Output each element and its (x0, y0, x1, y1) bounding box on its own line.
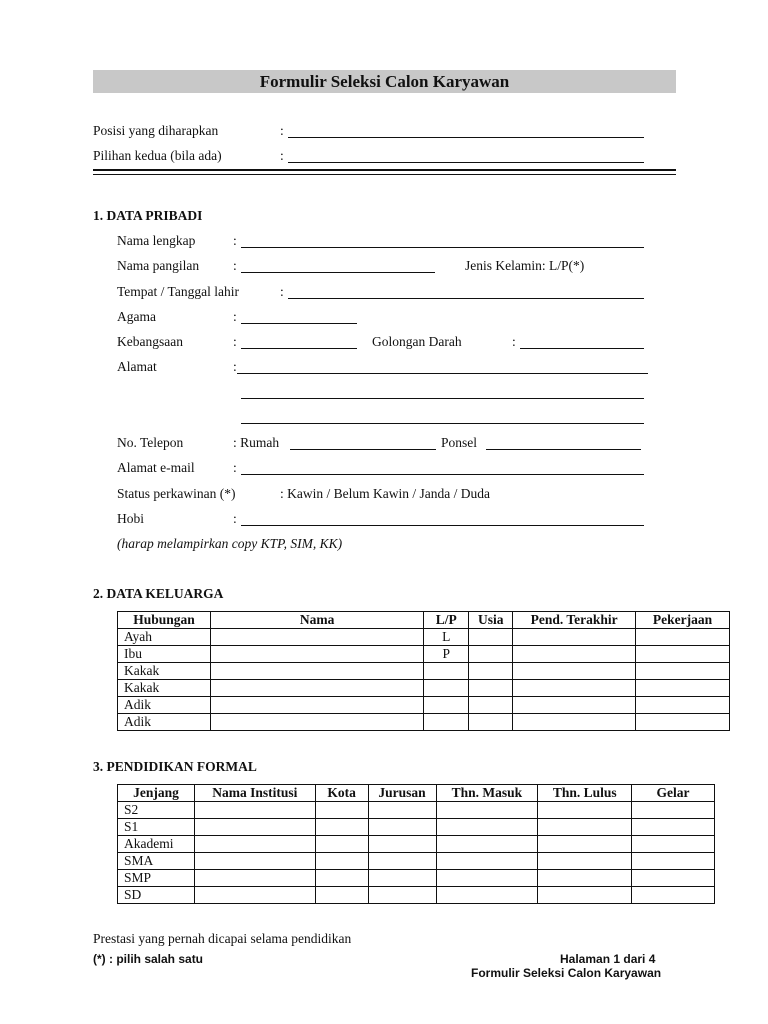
family-input-cell[interactable] (513, 663, 636, 680)
section-education-heading: 3. PENDIDIKAN FORMAL (93, 759, 257, 774)
address-label: Alamat (117, 359, 157, 374)
colon: : (233, 233, 237, 248)
birth-label: Tempat / Tanggal lahir (117, 284, 239, 299)
education-input-cell[interactable] (315, 802, 368, 819)
education-input-cell[interactable] (194, 819, 315, 836)
education-input-cell[interactable] (538, 853, 632, 870)
blood-type-label: Golongan Darah (372, 334, 462, 349)
position-field[interactable] (288, 137, 644, 138)
education-input-cell[interactable] (632, 802, 715, 819)
address-field-1[interactable] (237, 373, 648, 374)
table-row (118, 680, 730, 697)
family-input-cell[interactable] (424, 714, 469, 731)
table-row (118, 836, 715, 853)
family-header-cell: Usia (469, 612, 513, 629)
nationality-label: Kebangsaan (117, 334, 183, 349)
family-input-cell[interactable] (210, 680, 423, 697)
education-input-cell[interactable] (436, 853, 538, 870)
education-table (117, 784, 715, 904)
family-input-cell[interactable] (210, 663, 423, 680)
education-input-cell[interactable] (368, 870, 436, 887)
religion-label: Agama (117, 309, 156, 324)
education-input-cell[interactable] (368, 836, 436, 853)
colon: : (280, 148, 284, 163)
page-title: Formulir Seleksi Calon Karyawan (259, 72, 510, 91)
family-input-cell[interactable]: L (424, 629, 469, 646)
family-input-cell[interactable] (636, 697, 730, 714)
phone-home-field[interactable] (290, 449, 436, 450)
colon: : (233, 309, 237, 324)
marital-options[interactable]: : Kawin / Belum Kawin / Janda / Duda (280, 486, 490, 501)
table-row (118, 663, 730, 680)
second-choice-label: Pilihan kedua (bila ada) (93, 148, 222, 163)
email-field[interactable] (241, 474, 644, 475)
family-header-cell: L/P (424, 612, 469, 629)
family-input-cell[interactable] (636, 646, 730, 663)
family-input-cell[interactable] (636, 663, 730, 680)
section-family-heading: 2. DATA KELUARGA (93, 586, 224, 601)
table-row (118, 697, 730, 714)
family-header-cell: Nama (210, 612, 423, 629)
table-row (118, 646, 730, 663)
family-input-cell[interactable] (513, 629, 636, 646)
address-field-2[interactable] (241, 398, 644, 399)
family-row-label: Ibu (118, 646, 211, 663)
education-input-cell[interactable] (436, 887, 538, 904)
family-input-cell[interactable] (210, 697, 423, 714)
education-input-cell[interactable] (632, 853, 715, 870)
family-input-cell[interactable] (469, 680, 513, 697)
nationality-field[interactable] (241, 348, 357, 349)
colon: : (233, 258, 237, 273)
family-input-cell[interactable] (513, 680, 636, 697)
marital-label: Status perkawinan (*) (117, 486, 236, 501)
education-header-cell: Nama Institusi (194, 785, 315, 802)
table-row (118, 819, 715, 836)
education-input-cell[interactable] (436, 802, 538, 819)
phone-label: No. Telepon (117, 435, 184, 450)
page-number: Halaman 1 dari 4 (560, 952, 656, 966)
family-input-cell[interactable] (513, 646, 636, 663)
education-row-label: S1 (118, 819, 195, 836)
family-input-cell[interactable] (210, 629, 423, 646)
family-input-cell[interactable] (210, 646, 423, 663)
full-name-field[interactable] (241, 247, 644, 248)
education-row-label: Akademi (118, 836, 195, 853)
second-choice-field[interactable] (288, 162, 644, 163)
family-input-cell[interactable] (424, 663, 469, 680)
table-row (118, 870, 715, 887)
family-input-cell[interactable] (469, 663, 513, 680)
education-input-cell[interactable] (632, 870, 715, 887)
family-table (117, 611, 730, 731)
education-input-cell[interactable] (538, 836, 632, 853)
education-header-cell: Jenjang (118, 785, 195, 802)
family-input-cell[interactable] (210, 714, 423, 731)
education-input-cell[interactable] (315, 836, 368, 853)
education-header-cell: Kota (315, 785, 368, 802)
colon: : (512, 334, 516, 349)
education-input-cell[interactable] (368, 853, 436, 870)
family-row-label: Adik (118, 714, 211, 731)
family-input-cell[interactable] (513, 714, 636, 731)
family-input-cell[interactable] (469, 629, 513, 646)
education-input-cell[interactable] (315, 887, 368, 904)
family-input-cell[interactable] (513, 697, 636, 714)
family-header-cell: Pend. Terakhir (513, 612, 636, 629)
family-input-cell[interactable] (469, 697, 513, 714)
religion-field[interactable] (241, 323, 357, 324)
education-input-cell[interactable] (194, 887, 315, 904)
birth-field[interactable] (288, 298, 644, 299)
colon: : (233, 334, 237, 349)
family-row-label: Kakak (118, 663, 211, 680)
family-row-label: Kakak (118, 680, 211, 697)
section-personal-heading: 1. DATA PRIBADI (93, 208, 203, 223)
education-input-cell[interactable] (632, 887, 715, 904)
phone-mobile-field[interactable] (486, 449, 641, 450)
education-input-cell[interactable] (194, 802, 315, 819)
phone-mobile-label: Ponsel (441, 435, 478, 450)
table-row (118, 629, 730, 646)
table-row (118, 853, 715, 870)
education-row-label: SMP (118, 870, 195, 887)
blood-type-field[interactable] (520, 348, 644, 349)
table-row (118, 802, 715, 819)
education-input-cell[interactable] (436, 819, 538, 836)
colon: : (233, 460, 237, 475)
education-input-cell[interactable] (194, 836, 315, 853)
family-input-cell[interactable] (469, 714, 513, 731)
education-input-cell[interactable] (194, 870, 315, 887)
family-input-cell[interactable] (636, 680, 730, 697)
education-header-cell: Thn. Masuk (436, 785, 538, 802)
family-header-cell: Pekerjaan (636, 612, 730, 629)
colon: : (233, 359, 237, 374)
education-input-cell[interactable] (315, 870, 368, 887)
divider-thin (93, 174, 676, 175)
table-row (118, 887, 715, 904)
education-input-cell[interactable] (315, 819, 368, 836)
nickname-label: Nama pangilan (117, 258, 200, 273)
table-row (118, 714, 730, 731)
family-input-cell[interactable] (636, 629, 730, 646)
education-input-cell[interactable] (538, 870, 632, 887)
education-input-cell[interactable] (632, 819, 715, 836)
education-row-label: SMA (118, 853, 195, 870)
gender-label: Jenis Kelamin: L/P(*) (465, 258, 585, 273)
education-input-cell[interactable] (632, 836, 715, 853)
education-input-cell[interactable] (194, 853, 315, 870)
education-row-label: SD (118, 887, 195, 904)
family-input-cell[interactable] (469, 646, 513, 663)
education-row-label: S2 (118, 802, 195, 819)
hobby-field[interactable] (241, 525, 644, 526)
attachment-note: (harap melampirkan copy KTP, SIM, KK) (117, 536, 343, 551)
position-label: Posisi yang diharapkan (93, 123, 219, 138)
footer-doc-title: Formulir Seleksi Calon Karyawan (471, 966, 662, 980)
phone-home-label: : Rumah (233, 435, 280, 450)
hobby-label: Hobi (117, 511, 144, 526)
education-input-cell[interactable] (315, 853, 368, 870)
education-input-cell[interactable] (368, 819, 436, 836)
achievements-label: Prestasi yang pernah dicapai selama pendidikan (93, 931, 352, 946)
family-input-cell[interactable] (636, 714, 730, 731)
full-name-label: Nama lengkap (117, 233, 196, 248)
education-input-cell[interactable] (436, 836, 538, 853)
family-input-cell[interactable] (424, 680, 469, 697)
family-header-cell: Hubungan (118, 612, 211, 629)
address-field-3[interactable] (241, 423, 644, 424)
education-header-cell: Gelar (632, 785, 715, 802)
education-header-cell: Jurusan (368, 785, 436, 802)
footer-note: (*) : pilih salah satu (93, 952, 204, 966)
education-input-cell[interactable] (538, 802, 632, 819)
family-input-cell[interactable]: P (424, 646, 469, 663)
family-row-label: Adik (118, 697, 211, 714)
family-row-label: Ayah (118, 629, 211, 646)
title-bar (93, 70, 676, 93)
education-header-cell: Thn. Lulus (538, 785, 632, 802)
family-input-cell[interactable] (424, 697, 469, 714)
colon: : (280, 123, 284, 138)
email-label: Alamat e-mail (117, 460, 195, 475)
education-input-cell[interactable] (368, 802, 436, 819)
nickname-field[interactable] (241, 272, 435, 273)
colon: : (233, 511, 237, 526)
divider-thick (93, 169, 676, 171)
colon: : (280, 284, 284, 299)
education-input-cell[interactable] (538, 887, 632, 904)
education-input-cell[interactable] (368, 887, 436, 904)
education-input-cell[interactable] (436, 870, 538, 887)
education-input-cell[interactable] (538, 819, 632, 836)
